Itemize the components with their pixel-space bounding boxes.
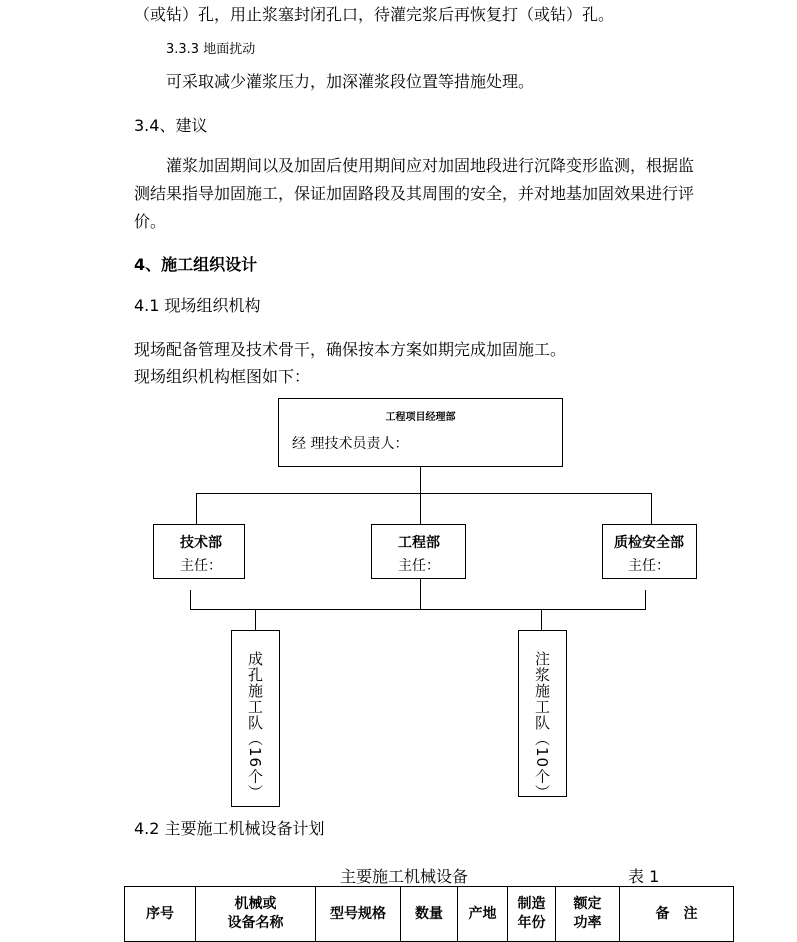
connector-line [420, 467, 421, 494]
team-name: 注浆施工队（10个） [533, 651, 551, 801]
table-caption: 主要施工机械设备 [340, 867, 469, 886]
paragraph-4-1-line2: 现场组织机构框图如下： [134, 367, 311, 386]
paragraph-3-3-3: 可采取减少灌浆压力，加深灌浆段位置等措施处理。 [166, 72, 535, 91]
header-cell: 备 注 [620, 887, 734, 942]
paragraph-line: （或钻）孔，用止浆塞封闭孔口，待灌完浆后再恢复打（或钻）孔。 [134, 5, 615, 24]
header-cell: 序号 [125, 887, 196, 942]
org-top-title: 工程项目经理部 [385, 412, 456, 423]
paragraph-4-1-line1: 现场配备管理及技术骨干，确保按本方案如期完成加固施工。 [134, 340, 567, 359]
paragraph-3-4-line1: 灌浆加固期间以及加固后使用期间应对加固地段进行沉降变形监测，根据监 [166, 156, 695, 175]
org-box-project-manager [278, 398, 563, 467]
connector-line [420, 493, 421, 524]
org-box-tech-dept [153, 524, 245, 579]
connector-line [651, 493, 652, 524]
connector-line [190, 609, 645, 610]
dept-head-label: 主任： [180, 558, 222, 574]
connector-line [645, 590, 646, 610]
table-header-row [125, 887, 734, 942]
header-cell: 数量 [401, 887, 458, 942]
org-top-subtitle: 经 理技术员责人： [292, 436, 409, 452]
header-cell: 产地 [458, 887, 508, 942]
dept-head-label: 主任： [398, 558, 440, 574]
section-heading-3-4: 3.4、建议 [134, 116, 208, 135]
paragraph-3-4-line3: 价。 [134, 212, 167, 231]
header-cell: 额定 功率 [556, 887, 620, 942]
connector-line [196, 493, 197, 524]
dept-name: 工程部 [398, 535, 440, 551]
section-heading-4-2: 4.2 主要施工机械设备计划 [134, 819, 325, 838]
header-cell: 型号规格 [316, 887, 401, 942]
section-heading-4: 4、施工组织设计 [134, 255, 258, 274]
team-name: 成孔施工队（16个） [246, 651, 264, 801]
table-number: 表 1 [628, 867, 660, 886]
org-box-engineering-dept [371, 524, 466, 579]
connector-line [196, 493, 651, 494]
connector-line [420, 579, 421, 610]
header-cell: 机械或 设备名称 [196, 887, 316, 942]
org-box-drilling-team [231, 630, 280, 807]
org-box-grouting-team [518, 630, 567, 801]
section-heading-4-1: 4.1 现场组织机构 [134, 296, 261, 315]
connector-line [255, 609, 256, 630]
dept-name: 质检安全部 [614, 535, 684, 551]
equipment-table [124, 886, 734, 942]
connector-line [541, 609, 542, 630]
connector-line [190, 590, 191, 610]
dept-head-label: 主任： [628, 558, 670, 574]
org-box-qa-safety-dept [602, 524, 697, 579]
subsection-heading-3-3-3: 3.3.3 地面扰动 [166, 42, 256, 57]
header-cell: 制造 年份 [508, 887, 556, 942]
dept-name: 技术部 [180, 535, 222, 551]
paragraph-3-4-line2: 测结果指导加固施工，保证加固路段及其周围的安全，并对地基加固效果进行评 [134, 184, 695, 203]
